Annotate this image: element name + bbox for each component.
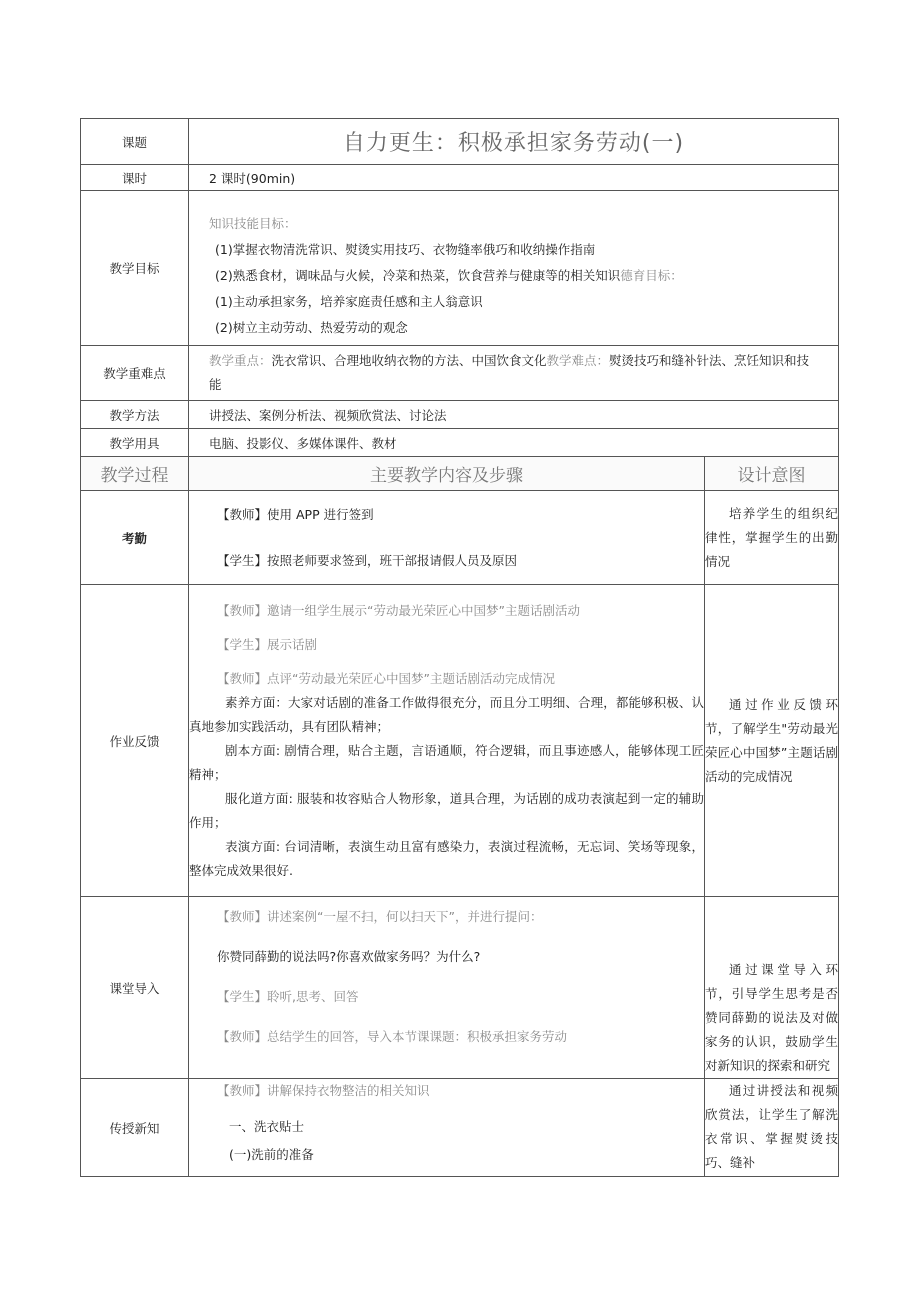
goal-item-2-text: (2)熟悉食材，调味品与火候，冷菜和热菜，饮食营养与健康等的相关知识: [215, 268, 621, 283]
feedback-para-costume: 服化道方面: 服装和妆容贴合人物形象，道具合理，为话剧的成功表演起到一定的辅助作用；: [189, 790, 704, 830]
keypoints-content: [189, 346, 839, 401]
process-header-row: [81, 457, 839, 491]
new-knowledge-intent-cell: [705, 1079, 839, 1177]
row-topic: [81, 119, 839, 165]
feedback-para-performance: 表演方面: 台词清晰，表演生动且富有感染力，表演过程流畅，无忘词、笑场等现象，整体完成效果很好.: [189, 838, 704, 878]
tools-value: 电脑、投影仪、多媒体课件、教材: [189, 429, 839, 457]
attendance-intent: 培养学生的组织纪律性，掌握学生的出勤情况: [705, 505, 839, 569]
new-knowledge-intent: 通过讲授法和视频欣赏法，让学生了解洗衣常识、掌握熨烫技巧、缝补: [705, 1083, 839, 1170]
new-step-teacher: 【教师】讲解保持衣物整洁的相关知识: [217, 1083, 430, 1098]
goals-label: 教学目标: [81, 191, 189, 346]
feedback-intent-cell: [705, 585, 839, 897]
intro-step-1: 【教师】讲述案例“一屋不扫，何以扫天下”，并进行提问：: [217, 909, 543, 924]
tools-label: 教学用具: [81, 429, 189, 457]
goal-item-1: (1)掌握衣物清洗常识、熨烫实用技巧、衣物缝率俄巧和收纳操作指南: [215, 242, 596, 257]
row-feedback: [81, 585, 839, 897]
difficulty-heading: 教学难点：: [546, 353, 610, 368]
intro-question: 你赞同薛勤的说法吗?你喜欢做家务吗？为什么?: [217, 949, 481, 964]
attendance-label: 考勤: [81, 491, 189, 585]
topic-label: 课题: [81, 119, 189, 165]
row-keypoints: [81, 346, 839, 401]
hours-value: 2 课时(90min): [189, 165, 839, 191]
feedback-step-3: 【教师】点评“劳动最光荣匠心中国梦”主题话剧活动完成情况: [217, 670, 555, 686]
method-value: 讲授法、案例分析法、视频欣赏法、讨论法: [189, 401, 839, 429]
new-knowledge-content: [189, 1079, 705, 1177]
process-col-header: 教学过程: [81, 457, 189, 491]
attendance-content: [189, 491, 705, 585]
key-heading: 教学重点：: [209, 353, 272, 368]
feedback-content: [189, 585, 705, 897]
row-goals: [81, 191, 839, 346]
lesson-plan: [80, 118, 838, 1177]
keypoints-label: 教学重难点: [81, 346, 189, 401]
row-attendance: [81, 491, 839, 585]
goal-item-3: (1)主动承担家务，培养家庭责任感和主人翁意识: [215, 294, 483, 309]
feedback-para-literacy: 素养方面：大家对话剧的准备工作做得很充分，而且分工明细、合理，都能够积极、认真地参加实践活动，具有团队精神；: [189, 694, 704, 734]
key-text: 洗衣常识、合理地收纳衣物的方法、中国饮食文化: [271, 353, 547, 368]
intro-label: 课堂导入: [81, 897, 189, 1079]
attendance-step-student: 【学生】按照老师要求签到，班干部报请假人员及原因: [217, 552, 518, 568]
lesson-plan-table: [80, 118, 839, 1177]
new-knowledge-label: 传授新知: [81, 1079, 189, 1177]
intro-content: [189, 897, 705, 1079]
method-label: 教学方法: [81, 401, 189, 429]
feedback-intent: 通过作业反馈环节，了解学生"劳动最光荣匠心中国梦”主题话剧活动的完成情况: [705, 696, 839, 784]
row-hours: [81, 165, 839, 191]
intro-intent: 通过课堂导入环节，引导学生思考是否赞同薛勤的说法及对做家务的认识，鼓励学生对新知识的探索和研究: [705, 962, 839, 1073]
row-method: [81, 401, 839, 429]
feedback-para-script: 剧本方面: 剧情合理，贴合主题，言语通顺，符合逻辑，而且事迹感人，能够体现工匠精神；: [189, 742, 704, 782]
intent-col-header: 设计意图: [705, 457, 839, 491]
intro-intent-cell: [705, 897, 839, 1079]
lesson-title: 自力更生：积极承担家务劳动(一): [189, 119, 839, 165]
feedback-step-1: 【教师】邀请一组学生展示“劳动最光荣匠心中国梦”主题话剧活动: [217, 602, 580, 618]
knowledge-goal-heading: 知识技能目标：: [209, 216, 297, 231]
attendance-step-teacher: 【教师】使用 APP 进行签到: [217, 506, 374, 522]
difficulty-text: 熨烫技巧和缝补针法、烹饪知识和技能: [209, 353, 810, 392]
intro-step-student: 【学生】聆听,思考、回答: [217, 989, 359, 1004]
goal-item-2: [209, 263, 818, 289]
row-new-knowledge: [81, 1079, 839, 1177]
intro-step-summary: 【教师】总结学生的回答，导入本节课课题：积极承担家务劳动: [217, 1029, 568, 1044]
goal-item-4: (2)树立主动劳动、热爱劳动的观念: [215, 320, 408, 335]
new-section-heading: 一、洗衣贴士: [229, 1119, 305, 1134]
row-tools: [81, 429, 839, 457]
new-subsection-heading: (一)洗前的准备: [229, 1147, 314, 1162]
content-col-header: 主要教学内容及步骤: [189, 457, 705, 491]
goals-content: [189, 191, 839, 346]
feedback-step-2: 【学生】展示话剧: [217, 636, 318, 652]
moral-goal-heading: 德育目标：: [620, 268, 683, 283]
row-intro: [81, 897, 839, 1079]
attendance-intent-cell: [705, 491, 839, 585]
feedback-label: 作业反馈: [81, 585, 189, 897]
hours-label: 课时: [81, 165, 189, 191]
